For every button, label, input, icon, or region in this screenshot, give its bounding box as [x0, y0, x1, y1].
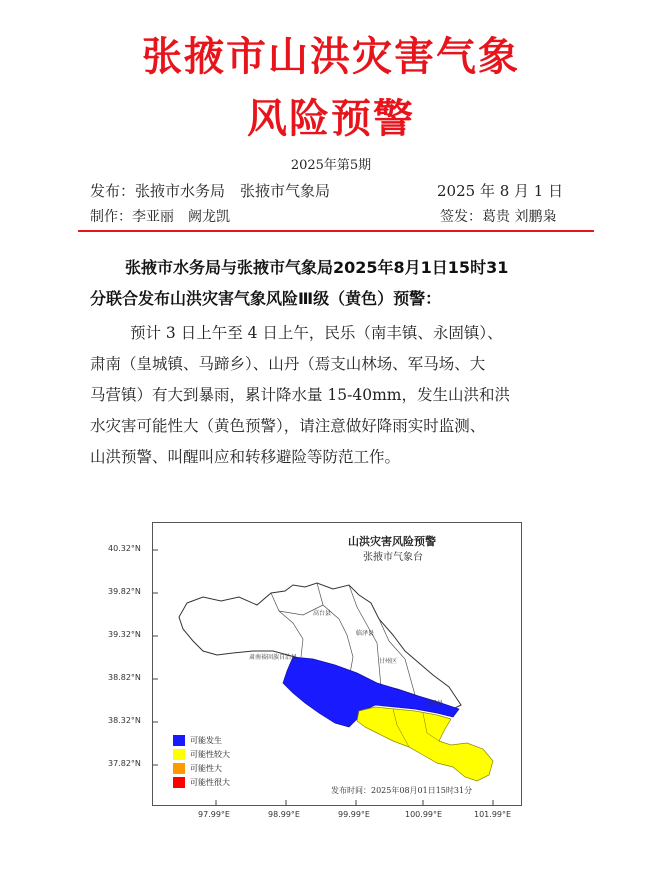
y-tick: 40.32°N — [108, 544, 141, 553]
x-tick: 100.99°E — [405, 810, 443, 819]
headline-line-2: 分联合发布山洪灾害气象风险Ⅲ级（黄色）预警： — [90, 289, 442, 308]
map-title: 山洪灾害风险预警 — [348, 535, 436, 548]
title-line-2: 风险预警 — [247, 96, 415, 142]
county-label-ganzhou: 甘州区 — [379, 658, 398, 665]
county-label-shandan: 山丹县 — [425, 700, 444, 707]
body-line-4: 水灾害可能性大（黄色预警），请注意做好降雨实时监测、 — [90, 417, 486, 435]
map-subtitle: 张掖市气象台 — [363, 552, 423, 563]
issue-number: 2025年第5期 — [290, 158, 372, 173]
legend-item: 可能性很大 — [173, 775, 230, 789]
body-line-1: 预计 3 日上午至 4 日上午，民乐（南丰镇、永固镇）、 — [130, 324, 503, 342]
body-line-2: 肃南（皇城镇、马蹄乡）、山丹（焉支山林场、军马场、大 — [90, 355, 486, 373]
issue-date: 2025 年 8 月 1 日 — [437, 182, 564, 200]
headline-line-1: 张掖市水务局与张掖市气象局2025年8月1日15时31 — [125, 258, 509, 277]
title-line-1: 张掖市山洪灾害气象 — [142, 34, 520, 80]
x-tick: 99.99°E — [338, 810, 370, 819]
publisher: 发布：张掖市水务局 张掖市气象局 — [90, 182, 331, 200]
y-tick: 38.32°N — [108, 716, 141, 725]
x-tick: 98.99°E — [268, 810, 300, 819]
risk-zone-yellow — [357, 707, 493, 781]
release-time: 发布时间：2025年08月01日15时31分 — [331, 786, 473, 795]
warning-map — [152, 522, 522, 806]
y-tick: 39.32°N — [108, 630, 141, 639]
legend-item: 可能发生 — [173, 733, 230, 747]
county-label-gaotai: 高台县 — [313, 610, 332, 617]
y-tick: 37.82°N — [108, 759, 141, 768]
x-tick: 101.99°E — [474, 810, 512, 819]
x-tick: 97.99°E — [198, 810, 230, 819]
signers: 签发：葛贵 刘鹏枭 — [440, 209, 557, 225]
legend-item: 可能性较大 — [173, 747, 230, 761]
legend-item: 可能性大 — [173, 761, 230, 775]
header-divider — [78, 230, 594, 232]
map-legend — [173, 733, 230, 789]
county-label-linze: 临泽县 — [356, 630, 375, 637]
county-label-sunan: 肃南裕固族自治县 — [249, 654, 298, 661]
body-line-3: 马营镇）有大到暴雨，累计降水量 15-40mm，发生山洪和洪 — [90, 386, 511, 404]
y-tick: 38.82°N — [108, 673, 141, 682]
body-line-5: 山洪预警、叫醒叫应和转移避险等防范工作。 — [90, 448, 401, 466]
y-tick: 39.82°N — [108, 587, 141, 596]
editors: 制作：李亚丽 阙龙凯 — [90, 209, 230, 225]
